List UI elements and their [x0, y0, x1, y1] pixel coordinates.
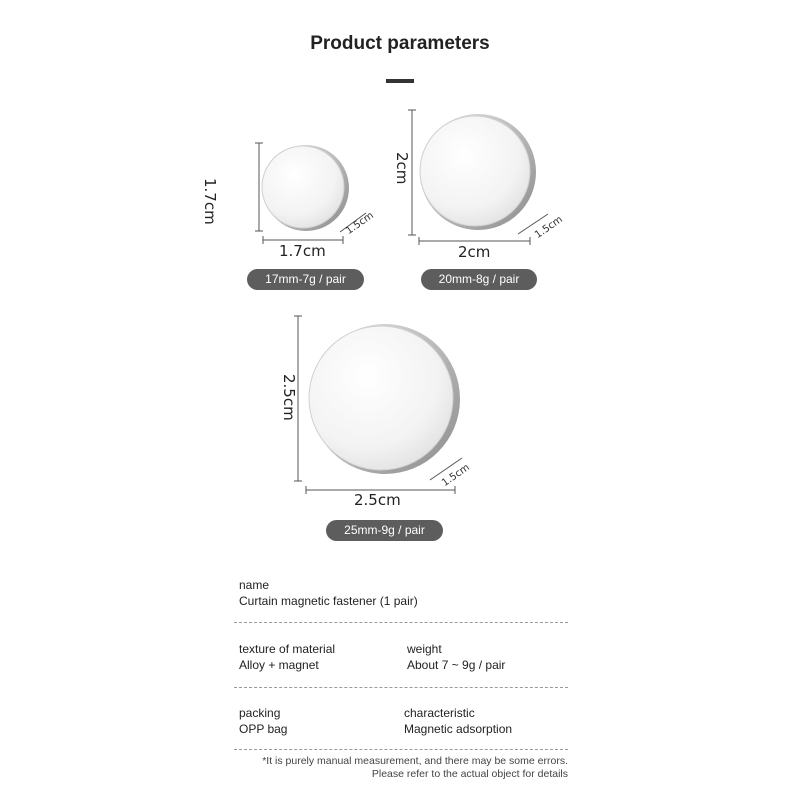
spec-packing-label: packing	[239, 706, 281, 720]
medium-thickness-label: 1.5cm	[533, 214, 565, 242]
large-width-label: 2.5cm	[354, 491, 401, 509]
large-thickness-label: 1.5cm	[440, 462, 472, 490]
small-size-caption: 17mm-7g / pair	[247, 269, 364, 290]
spec-name-value: Curtain magnetic fastener (1 pair)	[239, 594, 418, 608]
small-width-label: 1.7cm	[279, 242, 326, 260]
medium-height-label: 2cm	[393, 152, 411, 185]
spec-characteristic-value: Magnetic adsorption	[404, 722, 513, 736]
medium-size-caption: 20mm-8g / pair	[421, 269, 537, 290]
small-thickness-label: 1.5cm	[344, 210, 376, 238]
spec-packing-value: OPP bag	[239, 722, 288, 736]
spec-weight-value: About 7 ~ 9g / pair	[407, 658, 506, 672]
large-size-caption: 25mm-9g / pair	[326, 520, 443, 541]
divider	[234, 687, 568, 688]
spec-material-label: texture of material	[239, 642, 336, 656]
spec-material-value: Alloy + magnet	[239, 658, 319, 672]
measurement-note-detail: Please refer to the actual object for details	[371, 768, 568, 780]
small-height-label: 1.7cm	[201, 178, 219, 225]
spec-name-label: name	[239, 578, 270, 592]
magnet-medium	[408, 110, 548, 245]
page-title: Product parameters	[310, 33, 490, 54]
large-height-label: 2.5cm	[280, 374, 298, 421]
divider	[234, 749, 568, 750]
divider	[234, 622, 568, 623]
medium-width-label: 2cm	[458, 243, 491, 261]
spec-weight-label: weight	[407, 642, 442, 656]
magnet-large	[294, 316, 462, 494]
spec-characteristic-label: characteristic	[404, 706, 475, 720]
measurement-note: *It is purely manual measurement, and there may be some errors.	[262, 755, 568, 767]
